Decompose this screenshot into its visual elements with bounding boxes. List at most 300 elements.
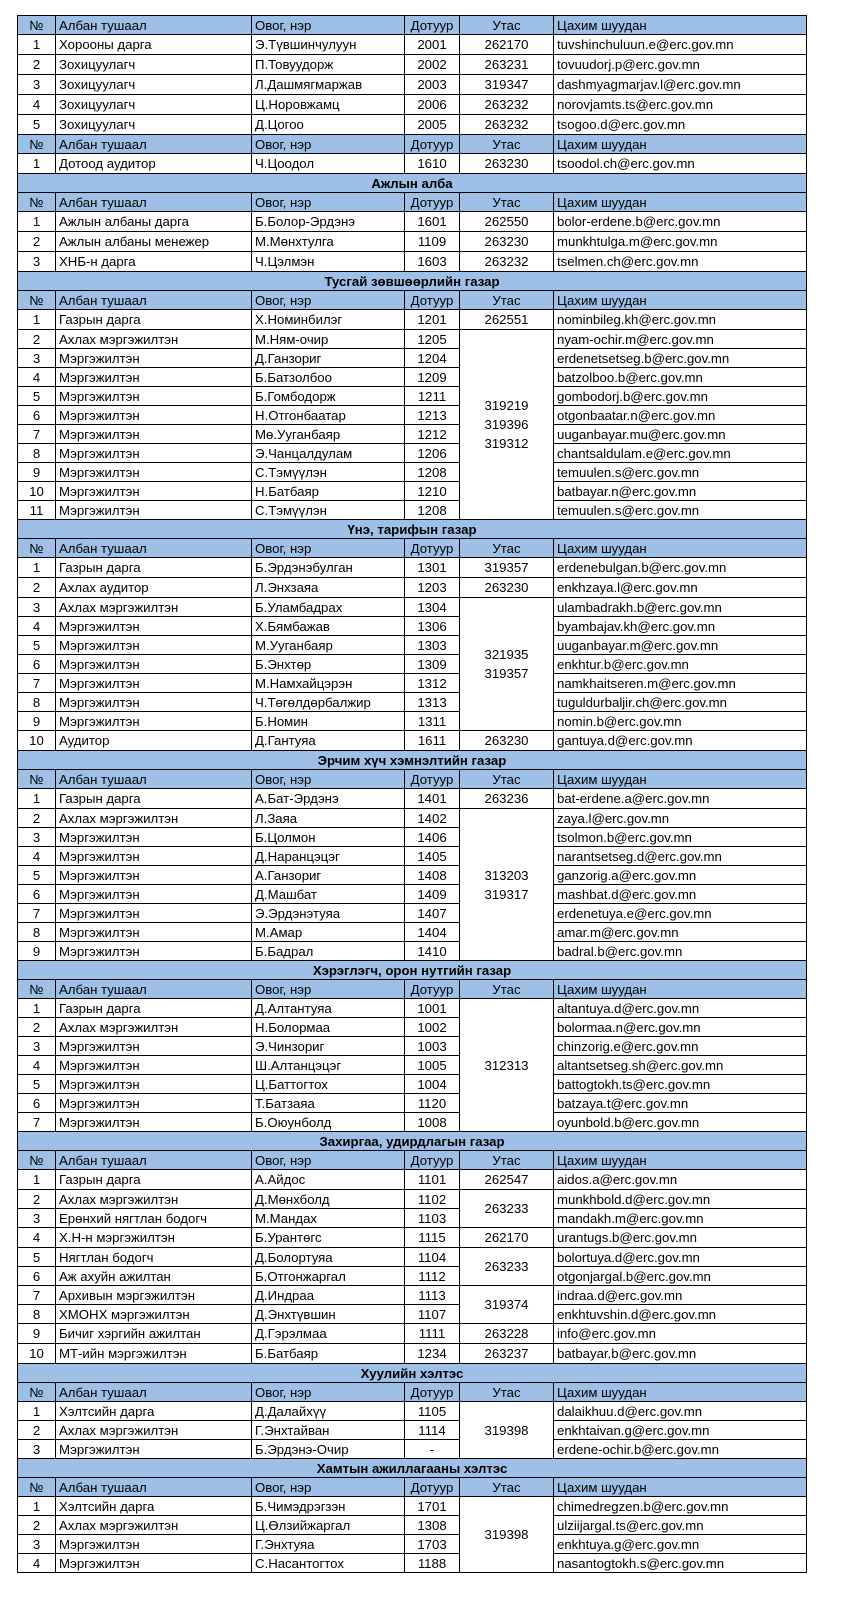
- position-cell: Мэргэжилтэн: [56, 368, 252, 387]
- extension-cell: 1601: [405, 212, 460, 232]
- table-row: [18, 1497, 807, 1516]
- position-cell: Мэргэжилтэн: [56, 1535, 252, 1554]
- number-cell: 2: [18, 1190, 56, 1209]
- email-cell: chimedregzen.b@erc.gov.mn: [554, 1497, 807, 1516]
- extension-cell: 1107: [405, 1305, 460, 1324]
- name-cell: Г.Энхтайван: [252, 1421, 405, 1440]
- number-cell: 7: [18, 904, 56, 923]
- table-row: [18, 1516, 807, 1535]
- phone-cell: 319374: [460, 1286, 554, 1324]
- position-cell: Газрын дарга: [56, 999, 252, 1018]
- position-cell: Ахлах мэргэжилтэн: [56, 1190, 252, 1209]
- position-cell: Мэргэжилтэн: [56, 674, 252, 693]
- name-cell: Н.Болормаа: [252, 1018, 405, 1037]
- table-row: [18, 482, 807, 501]
- number-cell: 8: [18, 923, 56, 942]
- table-row: [18, 1554, 807, 1573]
- number-cell: 1: [18, 35, 56, 55]
- table-row: [18, 252, 807, 272]
- name-cell: Г.Энхтуяа: [252, 1535, 405, 1554]
- number-cell: 9: [18, 1324, 56, 1344]
- number-cell: 4: [18, 1554, 56, 1573]
- phone-cell: 262170: [460, 1228, 554, 1248]
- position-cell: Ахлах аудитор: [56, 578, 252, 598]
- extension-cell: 1114: [405, 1421, 460, 1440]
- position-cell: Мэргэжилтэн: [56, 482, 252, 501]
- col-name-header: Овог, нэр: [252, 135, 405, 154]
- number-cell: 3: [18, 828, 56, 847]
- name-cell: Б.Оюунболд: [252, 1113, 405, 1132]
- extension-cell: 1206: [405, 444, 460, 463]
- position-cell: Мэргэжилтэн: [56, 693, 252, 712]
- extension-cell: 1204: [405, 349, 460, 368]
- name-cell: Ч.Төгөлдөрбалжир: [252, 693, 405, 712]
- name-cell: Д.Далайхүү: [252, 1402, 405, 1421]
- col-position-header: Албан тушаал: [56, 980, 252, 999]
- extension-cell: 1301: [405, 558, 460, 578]
- position-cell: Мэргэжилтэн: [56, 636, 252, 655]
- number-cell: 6: [18, 655, 56, 674]
- name-cell: М.Ууганбаяр: [252, 636, 405, 655]
- position-cell: Мэргэжилтэн: [56, 904, 252, 923]
- email-cell: tsolmon.b@erc.gov.mn: [554, 828, 807, 847]
- col-email-header: Цахим шуудан: [554, 16, 807, 35]
- table-row: [18, 349, 807, 368]
- col-name-header: Овог, нэр: [252, 1383, 405, 1402]
- col-email-header: Цахим шуудан: [554, 980, 807, 999]
- number-cell: 2: [18, 809, 56, 828]
- col-email-header: Цахим шуудан: [554, 135, 807, 154]
- position-cell: Газрын дарга: [56, 558, 252, 578]
- position-cell: ХНБ-н дарга: [56, 252, 252, 272]
- table-row: [18, 232, 807, 252]
- table-row: [18, 999, 807, 1018]
- table-row: [18, 1113, 807, 1132]
- col-position-header: Албан тушаал: [56, 193, 252, 212]
- email-cell: bolormaa.n@erc.gov.mn: [554, 1018, 807, 1037]
- extension-cell: 1208: [405, 501, 460, 520]
- table-row: [18, 310, 807, 330]
- table-row: [18, 1190, 807, 1209]
- email-cell: enkhtaivan.g@erc.gov.mn: [554, 1421, 807, 1440]
- extension-cell: 1701: [405, 1497, 460, 1516]
- email-cell: aidos.a@erc.gov.mn: [554, 1170, 807, 1190]
- email-cell: enkhtuvshin.d@erc.gov.mn: [554, 1305, 807, 1324]
- name-cell: Б.Урантөгс: [252, 1228, 405, 1248]
- number-cell: 2: [18, 1421, 56, 1440]
- name-cell: Д.Алтантуяа: [252, 999, 405, 1018]
- name-cell: Л.Дашмягмаржав: [252, 75, 405, 95]
- email-cell: nominbileg.kh@erc.gov.mn: [554, 310, 807, 330]
- number-cell: 5: [18, 1075, 56, 1094]
- table-row: [18, 75, 807, 95]
- col-phone-header: Утас: [460, 291, 554, 310]
- table-row: [18, 1228, 807, 1248]
- col-extension-header: Дотуур: [405, 1383, 460, 1402]
- number-cell: 8: [18, 693, 56, 712]
- extension-cell: 1104: [405, 1248, 460, 1267]
- table-row: [18, 731, 807, 751]
- position-cell: Мэргэжилтэн: [56, 1056, 252, 1075]
- extension-cell: 1611: [405, 731, 460, 751]
- col-extension-header: Дотуур: [405, 16, 460, 35]
- email-cell: uuganbayar.m@erc.gov.mn: [554, 636, 807, 655]
- table-row: [18, 828, 807, 847]
- section-title-row: [18, 961, 807, 980]
- table-row: [18, 942, 807, 961]
- email-cell: ulziijargal.ts@erc.gov.mn: [554, 1516, 807, 1535]
- col-name-header: Овог, нэр: [252, 980, 405, 999]
- column-header-row: [18, 135, 807, 154]
- phone-cell: 263233: [460, 1248, 554, 1286]
- section-title-row: [18, 1364, 807, 1383]
- number-cell: 3: [18, 75, 56, 95]
- email-cell: tselmen.ch@erc.gov.mn: [554, 252, 807, 272]
- name-cell: Э.Эрдэнэтуяа: [252, 904, 405, 923]
- position-cell: Мэргэжилтэн: [56, 463, 252, 482]
- col-position-header: Албан тушаал: [56, 1151, 252, 1170]
- phone-cell: 263231: [460, 55, 554, 75]
- extension-cell: 1306: [405, 617, 460, 636]
- number-cell: 3: [18, 1440, 56, 1459]
- phone-cell: 262547: [460, 1170, 554, 1190]
- column-header-row: [18, 193, 807, 212]
- email-cell: otgonjargal.b@erc.gov.mn: [554, 1267, 807, 1286]
- number-cell: 7: [18, 425, 56, 444]
- extension-cell: 1115: [405, 1228, 460, 1248]
- table-row: [18, 847, 807, 866]
- extension-cell: 1205: [405, 330, 460, 349]
- name-cell: С.Тэмүүлэн: [252, 501, 405, 520]
- position-cell: Мэргэжилтэн: [56, 349, 252, 368]
- phone-cell: 321935 319357: [460, 598, 554, 731]
- name-cell: Б.Батзолбоо: [252, 368, 405, 387]
- email-cell: tsogoo.d@erc.gov.mn: [554, 115, 807, 135]
- email-cell: chantsaldulam.e@erc.gov.mn: [554, 444, 807, 463]
- number-cell: 2: [18, 330, 56, 349]
- table-row: [18, 923, 807, 942]
- name-cell: Д.Индраа: [252, 1286, 405, 1305]
- extension-cell: 1003: [405, 1037, 460, 1056]
- section-title: Хамтын ажиллагааны хэлтэс: [18, 1459, 807, 1478]
- number-cell: 6: [18, 885, 56, 904]
- position-cell: Хэлтсийн дарга: [56, 1497, 252, 1516]
- section-title: Тусгай зөвшөөрлийн газар: [18, 272, 807, 291]
- table-row: [18, 115, 807, 135]
- col-position-header: Албан тушаал: [56, 16, 252, 35]
- col-extension-header: Дотуур: [405, 1478, 460, 1497]
- name-cell: Э.Түвшинчулуун: [252, 35, 405, 55]
- email-cell: zaya.l@erc.gov.mn: [554, 809, 807, 828]
- position-cell: Мэргэжилтэн: [56, 444, 252, 463]
- number-cell: 2: [18, 578, 56, 598]
- position-cell: Мэргэжилтэн: [56, 1094, 252, 1113]
- col-email-header: Цахим шуудан: [554, 1151, 807, 1170]
- col-phone-header: Утас: [460, 135, 554, 154]
- name-cell: Б.Номин: [252, 712, 405, 731]
- table-row: [18, 904, 807, 923]
- phone-cell: 313203 319317: [460, 809, 554, 961]
- position-cell: Х.Н-н мэргэжилтэн: [56, 1228, 252, 1248]
- extension-cell: 1603: [405, 252, 460, 272]
- position-cell: Аудитор: [56, 731, 252, 751]
- table-row: [18, 501, 807, 520]
- extension-cell: 1303: [405, 636, 460, 655]
- number-cell: 1: [18, 1497, 56, 1516]
- name-cell: М.Мөнхтулга: [252, 232, 405, 252]
- col-number-header: №: [18, 16, 56, 35]
- name-cell: Б.Болор-Эрдэнэ: [252, 212, 405, 232]
- section-title: Эрчим хүч хэмнэлтийн газар: [18, 751, 807, 770]
- position-cell: Мэргэжилтэн: [56, 406, 252, 425]
- table-row: [18, 636, 807, 655]
- col-number-header: №: [18, 770, 56, 789]
- column-header-row: [18, 1478, 807, 1497]
- table-row: [18, 330, 807, 349]
- position-cell: Мэргэжилтэн: [56, 847, 252, 866]
- table-row: [18, 1248, 807, 1267]
- number-cell: 3: [18, 1037, 56, 1056]
- phone-cell: 263230: [460, 232, 554, 252]
- extension-cell: 1309: [405, 655, 460, 674]
- extension-cell: 2002: [405, 55, 460, 75]
- col-phone-header: Утас: [460, 193, 554, 212]
- extension-cell: 1213: [405, 406, 460, 425]
- extension-cell: 1311: [405, 712, 460, 731]
- extension-cell: 1201: [405, 310, 460, 330]
- col-extension-header: Дотуур: [405, 193, 460, 212]
- table-row: [18, 154, 807, 174]
- number-cell: 5: [18, 1248, 56, 1267]
- col-position-header: Албан тушаал: [56, 291, 252, 310]
- extension-cell: 1210: [405, 482, 460, 501]
- table-row: [18, 655, 807, 674]
- number-cell: 5: [18, 115, 56, 135]
- email-cell: tuguldurbaljir.ch@erc.gov.mn: [554, 693, 807, 712]
- number-cell: 9: [18, 942, 56, 961]
- table-row: [18, 693, 807, 712]
- number-cell: 4: [18, 95, 56, 115]
- col-name-header: Овог, нэр: [252, 539, 405, 558]
- position-cell: Бичиг хэргийн ажилтан: [56, 1324, 252, 1344]
- position-cell: Мэргэжилтэн: [56, 1113, 252, 1132]
- col-email-header: Цахим шуудан: [554, 770, 807, 789]
- extension-cell: 1103: [405, 1209, 460, 1228]
- section-title-row: [18, 1132, 807, 1151]
- position-cell: Ахлах мэргэжилтэн: [56, 809, 252, 828]
- table-row: [18, 425, 807, 444]
- col-email-header: Цахим шуудан: [554, 291, 807, 310]
- extension-cell: 1308: [405, 1516, 460, 1535]
- col-name-header: Овог, нэр: [252, 770, 405, 789]
- number-cell: 1: [18, 154, 56, 174]
- number-cell: 2: [18, 232, 56, 252]
- phone-cell: 263232: [460, 115, 554, 135]
- name-cell: М.Намхайцэрэн: [252, 674, 405, 693]
- number-cell: 2: [18, 1516, 56, 1535]
- name-cell: Б.Батбаяр: [252, 1344, 405, 1364]
- table-row: [18, 95, 807, 115]
- staff-directory-body: [18, 16, 807, 1573]
- number-cell: 3: [18, 1209, 56, 1228]
- name-cell: Э.Чанцалдулам: [252, 444, 405, 463]
- phone-cell: 263230: [460, 578, 554, 598]
- table-row: [18, 1075, 807, 1094]
- extension-cell: 1008: [405, 1113, 460, 1132]
- col-extension-header: Дотуур: [405, 770, 460, 789]
- position-cell: Мэргэжилтэн: [56, 923, 252, 942]
- col-position-header: Албан тушаал: [56, 1383, 252, 1402]
- table-row: [18, 1267, 807, 1286]
- email-cell: erdene-ochir.b@erc.gov.mn: [554, 1440, 807, 1459]
- table-row: [18, 1324, 807, 1344]
- position-cell: Мэргэжилтэн: [56, 1037, 252, 1056]
- extension-cell: 1304: [405, 598, 460, 617]
- col-phone-header: Утас: [460, 16, 554, 35]
- extension-cell: 2006: [405, 95, 460, 115]
- table-row: [18, 1421, 807, 1440]
- extension-cell: 1234: [405, 1344, 460, 1364]
- position-cell: Ахлах мэргэжилтэн: [56, 598, 252, 617]
- email-cell: norovjamts.ts@erc.gov.mn: [554, 95, 807, 115]
- extension-cell: 1102: [405, 1190, 460, 1209]
- name-cell: М.Амар: [252, 923, 405, 942]
- email-cell: oyunbold.b@erc.gov.mn: [554, 1113, 807, 1132]
- phone-cell: 263230: [460, 154, 554, 174]
- col-position-header: Албан тушаал: [56, 135, 252, 154]
- email-cell: batbayar.b@erc.gov.mn: [554, 1344, 807, 1364]
- name-cell: М.Мандах: [252, 1209, 405, 1228]
- extension-cell: 1408: [405, 866, 460, 885]
- number-cell: 3: [18, 252, 56, 272]
- number-cell: 5: [18, 866, 56, 885]
- column-header-row: [18, 539, 807, 558]
- phone-cell: 263233: [460, 1190, 554, 1228]
- number-cell: 7: [18, 1113, 56, 1132]
- extension-cell: 1109: [405, 232, 460, 252]
- table-row: [18, 712, 807, 731]
- section-title-row: [18, 1459, 807, 1478]
- email-cell: erdenetsetseg.b@erc.gov.mn: [554, 349, 807, 368]
- number-cell: 10: [18, 1344, 56, 1364]
- table-row: [18, 35, 807, 55]
- name-cell: А.Ганзориг: [252, 866, 405, 885]
- extension-cell: 2003: [405, 75, 460, 95]
- position-cell: Мэргэжилтэн: [56, 866, 252, 885]
- position-cell: Мэргэжилтэн: [56, 712, 252, 731]
- position-cell: Мэргэжилтэн: [56, 1075, 252, 1094]
- email-cell: badral.b@erc.gov.mn: [554, 942, 807, 961]
- name-cell: Д.Наранцэцэг: [252, 847, 405, 866]
- name-cell: Б.Уламбадрах: [252, 598, 405, 617]
- name-cell: Ц.Баттогтох: [252, 1075, 405, 1094]
- col-email-header: Цахим шуудан: [554, 1383, 807, 1402]
- name-cell: Б.Чимэдрэгзэн: [252, 1497, 405, 1516]
- extension-cell: 1410: [405, 942, 460, 961]
- email-cell: uuganbayar.mu@erc.gov.mn: [554, 425, 807, 444]
- section-title: Үнэ, тарифын газар: [18, 520, 807, 539]
- table-row: [18, 1094, 807, 1113]
- phone-cell: 319398: [460, 1402, 554, 1459]
- number-cell: 1: [18, 999, 56, 1018]
- name-cell: Б.Энхтөр: [252, 655, 405, 674]
- number-cell: 8: [18, 444, 56, 463]
- number-cell: 7: [18, 674, 56, 693]
- email-cell: bat-erdene.a@erc.gov.mn: [554, 789, 807, 809]
- email-cell: otgonbaatar.n@erc.gov.mn: [554, 406, 807, 425]
- extension-cell: 1407: [405, 904, 460, 923]
- email-cell: gombodorj.b@erc.gov.mn: [554, 387, 807, 406]
- number-cell: 4: [18, 1056, 56, 1075]
- name-cell: Б.Эрдэнэ-Очир: [252, 1440, 405, 1459]
- number-cell: 4: [18, 368, 56, 387]
- name-cell: Ч.Цэлмэн: [252, 252, 405, 272]
- extension-cell: 1404: [405, 923, 460, 942]
- column-header-row: [18, 1151, 807, 1170]
- position-cell: Ажлын албаны менежер: [56, 232, 252, 252]
- table-row: [18, 1209, 807, 1228]
- email-cell: batzaya.t@erc.gov.mn: [554, 1094, 807, 1113]
- col-position-header: Албан тушаал: [56, 539, 252, 558]
- position-cell: Хорооны дарга: [56, 35, 252, 55]
- email-cell: dashmyagmarjav.l@erc.gov.mn: [554, 75, 807, 95]
- position-cell: Хэлтсийн дарга: [56, 1402, 252, 1421]
- phone-cell: 319219 319396 319312: [460, 330, 554, 520]
- col-name-header: Овог, нэр: [252, 291, 405, 310]
- col-extension-header: Дотуур: [405, 135, 460, 154]
- phone-cell: 263230: [460, 731, 554, 751]
- table-row: [18, 444, 807, 463]
- email-cell: enkhtur.b@erc.gov.mn: [554, 655, 807, 674]
- email-cell: altantuya.d@erc.gov.mn: [554, 999, 807, 1018]
- position-cell: Ахлах мэргэжилтэн: [56, 330, 252, 349]
- col-name-header: Овог, нэр: [252, 16, 405, 35]
- phone-cell: 262550: [460, 212, 554, 232]
- email-cell: mashbat.d@erc.gov.mn: [554, 885, 807, 904]
- table-row: [18, 406, 807, 425]
- table-row: [18, 578, 807, 598]
- section-title-row: [18, 520, 807, 539]
- number-cell: 9: [18, 463, 56, 482]
- extension-cell: 1105: [405, 1402, 460, 1421]
- table-row: [18, 1535, 807, 1554]
- email-cell: urantugs.b@erc.gov.mn: [554, 1228, 807, 1248]
- extension-cell: 1208: [405, 463, 460, 482]
- phone-cell: 262170: [460, 35, 554, 55]
- extension-cell: 1203: [405, 578, 460, 598]
- email-cell: dalaikhuu.d@erc.gov.mn: [554, 1402, 807, 1421]
- number-cell: 5: [18, 636, 56, 655]
- position-cell: Ерөнхий нягтлан бодогч: [56, 1209, 252, 1228]
- position-cell: Мэргэжилтэн: [56, 1554, 252, 1573]
- number-cell: 7: [18, 1286, 56, 1305]
- col-number-header: №: [18, 980, 56, 999]
- col-email-header: Цахим шуудан: [554, 1478, 807, 1497]
- name-cell: Л.Заяа: [252, 809, 405, 828]
- position-cell: Газрын дарга: [56, 1170, 252, 1190]
- name-cell: Л.Энхзаяа: [252, 578, 405, 598]
- email-cell: munkhtulga.m@erc.gov.mn: [554, 232, 807, 252]
- table-row: [18, 674, 807, 693]
- table-row: [18, 809, 807, 828]
- name-cell: Мө.Ууганбаяр: [252, 425, 405, 444]
- name-cell: Ч.Цоодол: [252, 154, 405, 174]
- column-header-row: [18, 770, 807, 789]
- table-row: [18, 1440, 807, 1459]
- column-header-row: [18, 16, 807, 35]
- number-cell: 1: [18, 212, 56, 232]
- position-cell: Зохицуулагч: [56, 55, 252, 75]
